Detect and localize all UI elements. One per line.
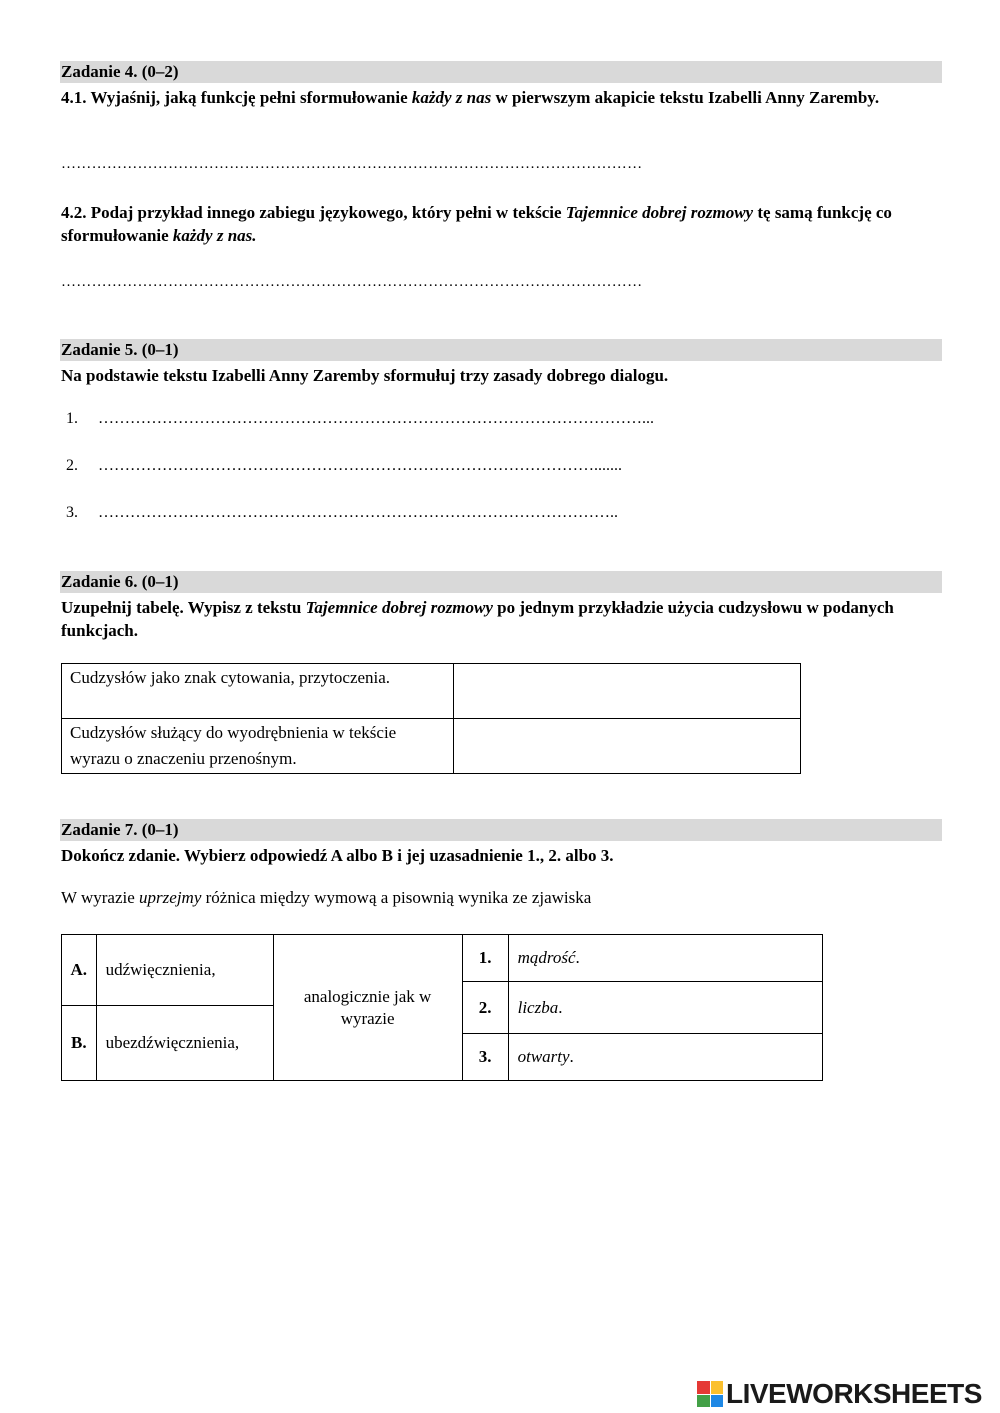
task7-question: Dokończ zdanie. Wybierz odpowiedź A albo B i jej uzasadnienie 1., 2. albo 3.: [61, 846, 614, 865]
logo-square-green: [697, 1395, 710, 1408]
option-b-text[interactable]: ubezdźwięcznienia,: [96, 1006, 273, 1081]
task5-item[interactable]: 2. ………………………………………………………………………………….......: [66, 457, 622, 474]
task4-question-1: 4.1. Wyjaśnij, jaką funkcję pełni sformułowanie każdy z nas w pierwszym akapicie tekstu Izabelli Anny Zaremby.: [61, 88, 880, 107]
liveworksheets-logo: [697, 1378, 982, 1410]
task5-item[interactable]: 3. ……………………………………………………………………………………..: [66, 504, 618, 521]
logo-square-yellow: [711, 1381, 724, 1394]
task4-header: Zadanie 4. (0–2): [60, 61, 942, 83]
reason-3-word[interactable]: otwarty.: [508, 1034, 822, 1081]
task4-answer-line-1[interactable]: ……………………………………………………………………………………………………: [61, 156, 643, 172]
task4-question-2: 4.2. Podaj przykład innego zabiegu językowego, który pełni w tekście Tajemnice dobrej rozmowy tę samą funkcję co sformułowanie każdy z nas.: [61, 203, 892, 245]
row-label: Cudzysłów jako znak cytowania, przytoczenia.: [62, 664, 454, 719]
reason-1-word[interactable]: mądrość.: [508, 935, 822, 982]
row-label: Cudzysłów służący do wyodrębnienia w tekście wyrazu o znaczeniu przenośnym.: [62, 719, 454, 774]
table-row: [62, 664, 801, 719]
option-b-letter[interactable]: B.: [62, 1006, 97, 1081]
task7-stem: W wyrazie uprzejmy różnica między wymową a pisownią wynika ze zjawiska: [61, 888, 592, 907]
task4-answer-line-2[interactable]: ……………………………………………………………………………………………………: [61, 274, 643, 290]
middle-text: analogicznie jak w wyrazie: [273, 935, 462, 1081]
task6-header: Zadanie 6. (0–1): [60, 571, 942, 593]
choice-table: [61, 934, 823, 1081]
quotation-table: [61, 663, 801, 774]
task5-item[interactable]: 1. …………………………………………………………………………………………...: [66, 410, 654, 427]
task5-header: Zadanie 5. (0–1): [60, 339, 942, 361]
answer-cell[interactable]: [454, 719, 801, 774]
task5-question: Na podstawie tekstu Izabelli Anny Zaremby sformułuj trzy zasady dobrego dialogu.: [61, 366, 669, 385]
reason-1-num[interactable]: 1.: [462, 935, 508, 982]
logo-square-red: [697, 1381, 710, 1394]
option-a-letter[interactable]: A.: [62, 935, 97, 1006]
reason-2-word[interactable]: liczba.: [508, 982, 822, 1034]
option-a-text[interactable]: udźwięcznienia,: [96, 935, 273, 1006]
logo-text: LIVEWORKSHEETS: [726, 1378, 982, 1409]
logo-mark-icon: [697, 1381, 723, 1407]
task7-header: Zadanie 7. (0–1): [60, 819, 942, 841]
table-row: [62, 719, 801, 774]
answer-cell[interactable]: [454, 664, 801, 719]
reason-2-num[interactable]: 2.: [462, 982, 508, 1034]
reason-3-num[interactable]: 3.: [462, 1034, 508, 1081]
logo-square-blue: [711, 1395, 724, 1408]
task6-question: Uzupełnij tabelę. Wypisz z tekstu Tajemnice dobrej rozmowy po jednym przykładzie użycia cudzysłowu w podanych funkcjach.: [61, 598, 894, 640]
